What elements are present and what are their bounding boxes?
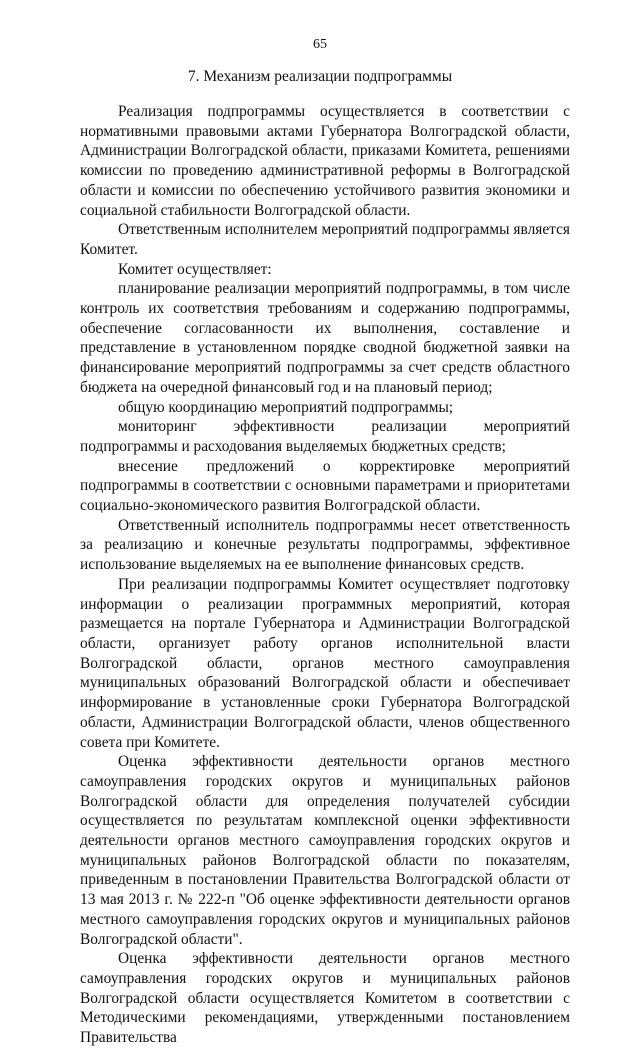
paragraph: Ответственный исполнитель подпрограммы несет ответственность за реализацию и конечные результаты подпрограммы, эффективное использование выделяемых на ее выполнение финансовых средств. <box>80 516 570 574</box>
list-item: общую координацию мероприятий подпрограммы; <box>118 398 454 416</box>
list-item: мониторинг эффективности реализации мероприятий подпрограммы и расходования выделяемых бюджетных средств; <box>80 418 570 455</box>
paragraph: Комитет осуществляет: <box>118 260 272 278</box>
paragraph: Оценка эффективности деятельности органов местного самоуправления городских округов и муниципальных районов Волгоградской области осуществляется Комитетом в соответствии с Методическими рекомендациями, утвержденными постановлением Правительства <box>80 950 570 1047</box>
paragraph: Оценка эффективности деятельности органов местного самоуправления городских округов и муниципальных районов Волгоградской области для определения получателей субсидии осуществляется по результатам комплексной оценки эффективности деятельности органов местного самоуправления городских округов и муниципальных районов Волгоградской области по показателям, приведенным в постановлении Правительства Волгоградской области от 13 мая 2013 г. № 222-п "Об оценке эффективности деятельности органов местного самоуправления городских округов и муниципальных районов Волгоградской области". <box>80 753 570 948</box>
paragraph: При реализации подпрограммы Комитет осуществляет подготовку информации о реализации программных мероприятий, которая размещается на портале Губернатора и Администрации Волгоградской области, организует работу органов исполнительной власти Волгоградской области, органов местного самоуправления муниципальных образований Волгоградской области и обеспечивает информирование в установленные сроки Губернатора Волгоградской области, Администрации Волгоградской области, членов общественного совета при Комитете. <box>80 575 570 751</box>
section-title: 7. Механизм реализации подпрограммы <box>187 68 453 85</box>
list-item: внесение предложений о корректировке мероприятий подпрограммы в соответствии с основными параметрами и приоритетами социально-экономического развития Волгоградской области. <box>80 457 570 515</box>
paragraph: Реализация подпрограммы осуществляется в соответствии с нормативными правовыми актами Губернатора Волгоградской области, Администрации Волгоградской области, приказами Комитета, решениями комиссии по проведению административной реформы в Волгоградской области и комиссии по обеспечению устойчивого развития экономики и социальной стабильности Волгоградской области. <box>80 103 570 219</box>
paragraph: Ответственным исполнителем мероприятий подпрограммы является Комитет. <box>80 221 570 258</box>
page-number: 65 <box>313 37 327 52</box>
list-item: планирование реализации мероприятий подпрограммы, в том числе контроль их соответствия требованиям и содержанию подпрограммы, обеспечение согласованности их выполнения, составление и представление в установленном порядке сводной бюджетной заявки на финансирование мероприятий подпрограммы за счет средств областного бюджета на очередной финансовый год и на плановый период; <box>80 280 570 396</box>
document-body <box>80 102 570 1048</box>
